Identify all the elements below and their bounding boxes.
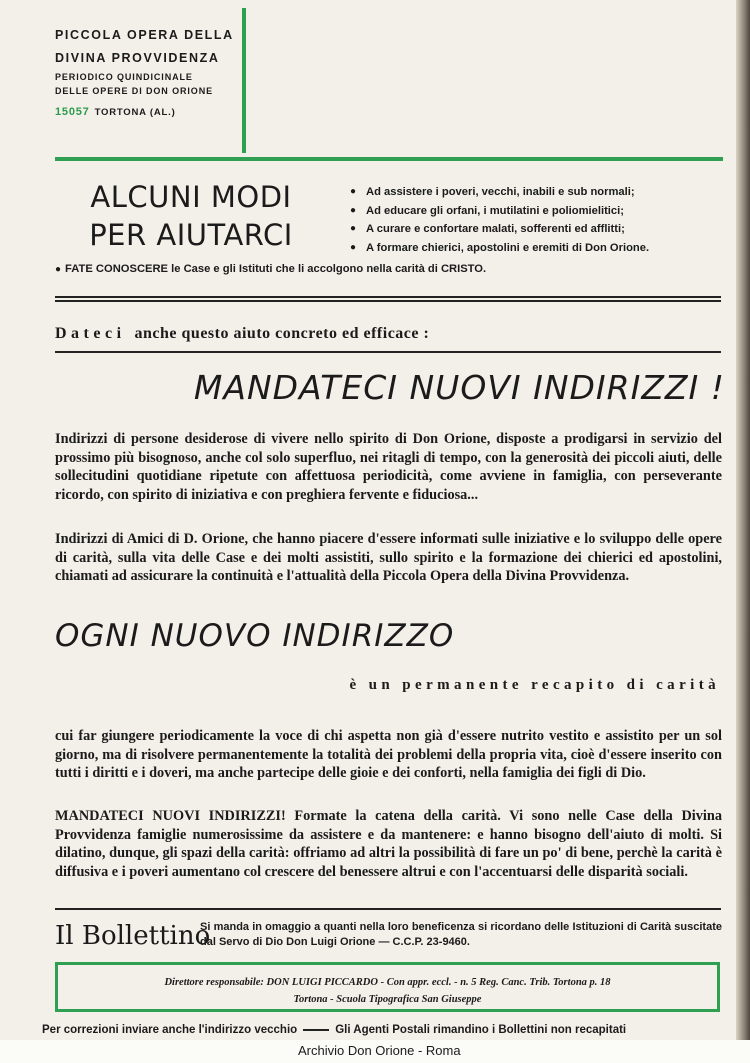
bollettino-rule xyxy=(55,908,721,910)
colophon-text xyxy=(58,974,717,1008)
fate-conoscere-line: ● FATE CONOSCERE le Case e gli Istituti che li accolgono nella carità di CRISTO. xyxy=(55,263,487,275)
footer-left: Per correzioni inviare anche l'indirizzo vecchio xyxy=(42,1024,298,1036)
mandateci-heading: MANDATECI NUOVI INDIRIZZI ! xyxy=(193,368,725,407)
org-line-2: DIVINA PROVVIDENZA xyxy=(55,51,220,65)
green-horizontal-rule xyxy=(55,157,723,161)
address xyxy=(55,106,234,118)
page-binding-edge xyxy=(736,0,750,1040)
bullet-dot-icon: ● xyxy=(350,186,357,197)
ways-list xyxy=(350,183,725,257)
bullet-dot-icon: ● xyxy=(350,223,357,234)
city: TORTONA (AL.) xyxy=(94,107,176,118)
archive-caption-bar xyxy=(0,1040,750,1063)
paragraph-2: Indirizzi di Amici di D. Orione, che hanno piacere d'essere informati sulle iniziative e lo sviluppo delle opere di carità, sulla vita delle Case e dei molti assistiti, sullo spirito e la formazione dei chierici ed apostolini, chiamati ad assicurare la continuità e l'attualità della Piccola Opera della Divina Provvidenza. xyxy=(55,531,722,585)
org-line-1: PICCOLA OPERA DELLA xyxy=(55,28,234,42)
bollettino-name: Il Bollettino xyxy=(55,921,211,951)
subtitle-line-2: DELLE OPERE DI DON ORIONE xyxy=(55,86,214,96)
archive-caption: Archivio Don Orione - Roma xyxy=(298,1043,461,1058)
list-item: ● Ad educare gli orfani, i mutilatini e poliomielitici; xyxy=(350,202,725,221)
paragraph-1: Indirizzi di persone desiderose di vivere nello spirito di Don Orione, disposte a prodigarsi in servizio del prossimo più bisognoso, anche col solo superfluo, nei ritagli di tempo, con la generosità dei piccoli aiuti, delle sollecitudini quotidiane ripetute con affettuosa periodicità, come avviene in famiglia, con perseverante ricordo, con spirito di iniziativa e con preghiera fervente e fiduciosa... xyxy=(55,431,722,503)
double-rule-top xyxy=(55,296,721,298)
masthead xyxy=(55,24,234,118)
colophon-line-1: Direttore responsabile: DON LUIGI PICCARDO - Con appr. eccl. - n. 5 Reg. Canc. Trib. Tortona p. 18 xyxy=(164,977,611,988)
bollettino-text: Si manda in omaggio a quanti nella loro beneficenza si ricordano delle Istituzioni di Carità suscitate dal Servo di Dio Don Luigi Orione — C.C.P. 23-9460. xyxy=(200,921,722,948)
list-item: ● A formare chierici, apostolini e eremiti di Don Orione. xyxy=(350,239,725,258)
subtitle-line-1: PERIODICO QUINDICINALE xyxy=(55,72,193,82)
zip-code: 15057 xyxy=(55,106,90,118)
recapito-line: è un permanente recapito di carità xyxy=(349,677,720,693)
paragraph-3: cui far giungere periodicamente la voce di chi aspetta non già d'essere nutrito vestito e assistito per un sol giorno, ma di risolvere permanentemente la totalità dei problemi della propria vita, cioè d'essere inserito con tutti i diritti e i doveri, ma anche partecipe delle gioie e dei conforti, nella famiglia dei figli di Dio. xyxy=(55,728,722,782)
double-rule-bottom xyxy=(55,300,721,302)
list-item: ● Ad assistere i poveri, vecchi, inabili e sub normali; xyxy=(350,183,725,202)
title-line-2: PER AIUTARCI xyxy=(89,218,293,252)
footer-notice xyxy=(42,1024,626,1036)
colophon-line-2: Tortona - Scuola Tipografica San Giuseppe xyxy=(293,994,482,1005)
dateci-line: Dateci anche questo aiuto concreto ed efficace : xyxy=(55,325,430,342)
bullet-dot-icon: ● xyxy=(350,204,357,216)
bullet-dot-icon: ● xyxy=(350,241,357,253)
bullet-dot-icon: ● xyxy=(55,264,62,275)
section-rule xyxy=(55,351,721,353)
title-line-1: ALCUNI MODI xyxy=(90,180,292,214)
page-title xyxy=(52,178,330,254)
colophon-box xyxy=(55,962,720,1012)
list-item: ● A curare e confortare malati, sofferenti ed afflitti; xyxy=(350,220,725,239)
paragraph-4: MANDATECI NUOVI INDIRIZZI! Formate la catena della carità. Vi sono nelle Case della Divina Provvidenza famiglie numerosissime da assistere e da mantenere: e hanno bisogno dell'aiuto di molti. Si dilatino, dunque, gli spazi della carità: offriamo ad altri la possibilità di fare un po' di bene, perchè la carità è diffusiva e i poveri aumentano col crescere del benessere altrui e con l'accentuarsi delle disparità sociali. xyxy=(55,808,722,880)
green-vertical-rule xyxy=(242,8,246,153)
ogni-nuovo-heading: OGNI NUOVO INDIRIZZO xyxy=(55,618,455,654)
footer-dash xyxy=(303,1029,329,1031)
footer-right: Gli Agenti Postali rimandino i Bollettini non recapitati xyxy=(335,1024,627,1036)
